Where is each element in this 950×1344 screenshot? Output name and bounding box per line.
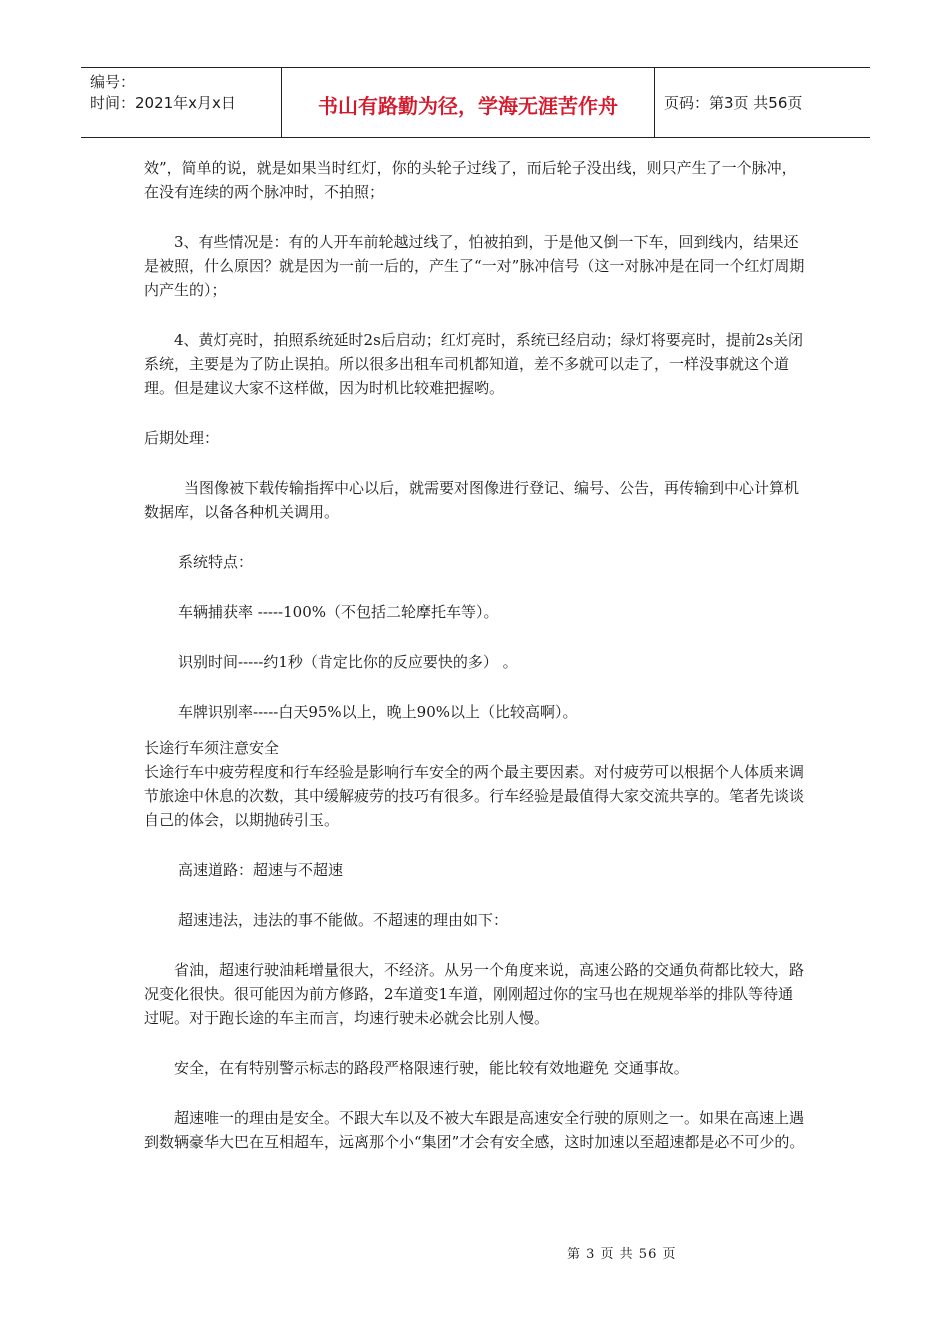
feature-plate-recognition: 车牌识别率-----白天95%以上，晚上90%以上（比较高啊）。 xyxy=(178,703,578,721)
paragraph-safety: 安全，在有特别警示标志的路段严格限速行驶，能比较有效地避免 交通事故。 xyxy=(174,1059,689,1077)
section-heading-post-processing: 后期处理： xyxy=(144,429,220,447)
page-footer: 第 3 页 共 56 页 xyxy=(567,1247,677,1262)
section-heading-features: 系统特点： xyxy=(178,553,254,571)
paragraph-speeding-reason: 超速唯一的理由是安全。不跟大车以及不被大车跟是高速安全行驶的原则之一。如果在高速上遇到数辆豪华大巴在互相超车，远离那个小“集团”才会有安全感，这时加速以至超速都是必不可少的。 xyxy=(144,1109,805,1151)
page-header xyxy=(81,67,870,138)
paragraph-post-processing: 当图像被下载传输指挥中心以后，就需要对图像进行登记、编号、公告，再传输到中心计算机数据库，以备各种机关调用。 xyxy=(144,479,800,521)
paragraph-2: 3、有些情况是：有的人开车前轮越过线了，怕被拍到，于是他又倒一下车，回到线内，结果还是被照，什么原因？就是因为一前一后的，产生了“一对”脉冲信号（这一对脉冲是在同一个红灯周期内产生的）； xyxy=(144,233,805,299)
header-left-cell xyxy=(81,68,282,137)
document-body xyxy=(144,156,808,1154)
header-page-info: 页码：第3页 共56页 xyxy=(664,94,803,112)
section-heading-speed: 高速道路：超速与不超速 xyxy=(178,861,344,879)
header-motto: 书山有路勤为径，学海无涯苦作舟 xyxy=(282,68,655,137)
number-label: 编号： xyxy=(90,73,136,91)
paragraph-fuel: 省油，超速行驶油耗增量很大，不经济。从另一个角度来说，高速公路的交通负荷都比较大，路况变化很快。很可能因为前方修路，2车道变1车道，刚刚超过你的宝马也在规规举举的排队等待通过呢。对于跑长途的车主而言，均速行驶未必就会比别人慢。 xyxy=(144,961,805,1027)
paragraph-no-speeding: 超速违法，违法的事不能做。不超速的理由如下： xyxy=(178,911,509,929)
article-title: 长途行车须注意安全 xyxy=(144,739,280,757)
feature-recognition-time: 识别时间-----约1秒（肯定比你的反应要快的多） 。 xyxy=(178,653,518,671)
feature-capture-rate: 车辆捕获率 -----100%（不包括二轮摩托车等）。 xyxy=(178,603,499,621)
time-label: 时间：2021年x月x日 xyxy=(90,94,236,112)
paragraph-intro: 长途行车中疲劳程度和行车经验是影响行车安全的两个最主要因素。对付疲劳可以根据个人体质来调节旅途中休息的次数，其中缓解疲劳的技巧有很多。行车经验是最值得大家交流共享的。笔者先谈谈自己的体会，以期抛砖引玉。 xyxy=(144,763,805,829)
paragraph-1: 效”，简单的说，就是如果当时红灯，你的头轮子过线了，而后轮子没出线，则只产生了一个脉冲，在没有连续的两个脉冲时，不拍照； xyxy=(144,159,797,201)
paragraph-3: 4、黄灯亮时，拍照系统延时2s后启动；红灯亮时，系统已经启动；绿灯将要亮时，提前2s关闭系统，主要是为了防止误拍。所以很多出租车司机都知道，差不多就可以走了，一样没事就这个道理。但是建议大家不这样做，因为时机比较难把握哟。 xyxy=(144,331,804,397)
